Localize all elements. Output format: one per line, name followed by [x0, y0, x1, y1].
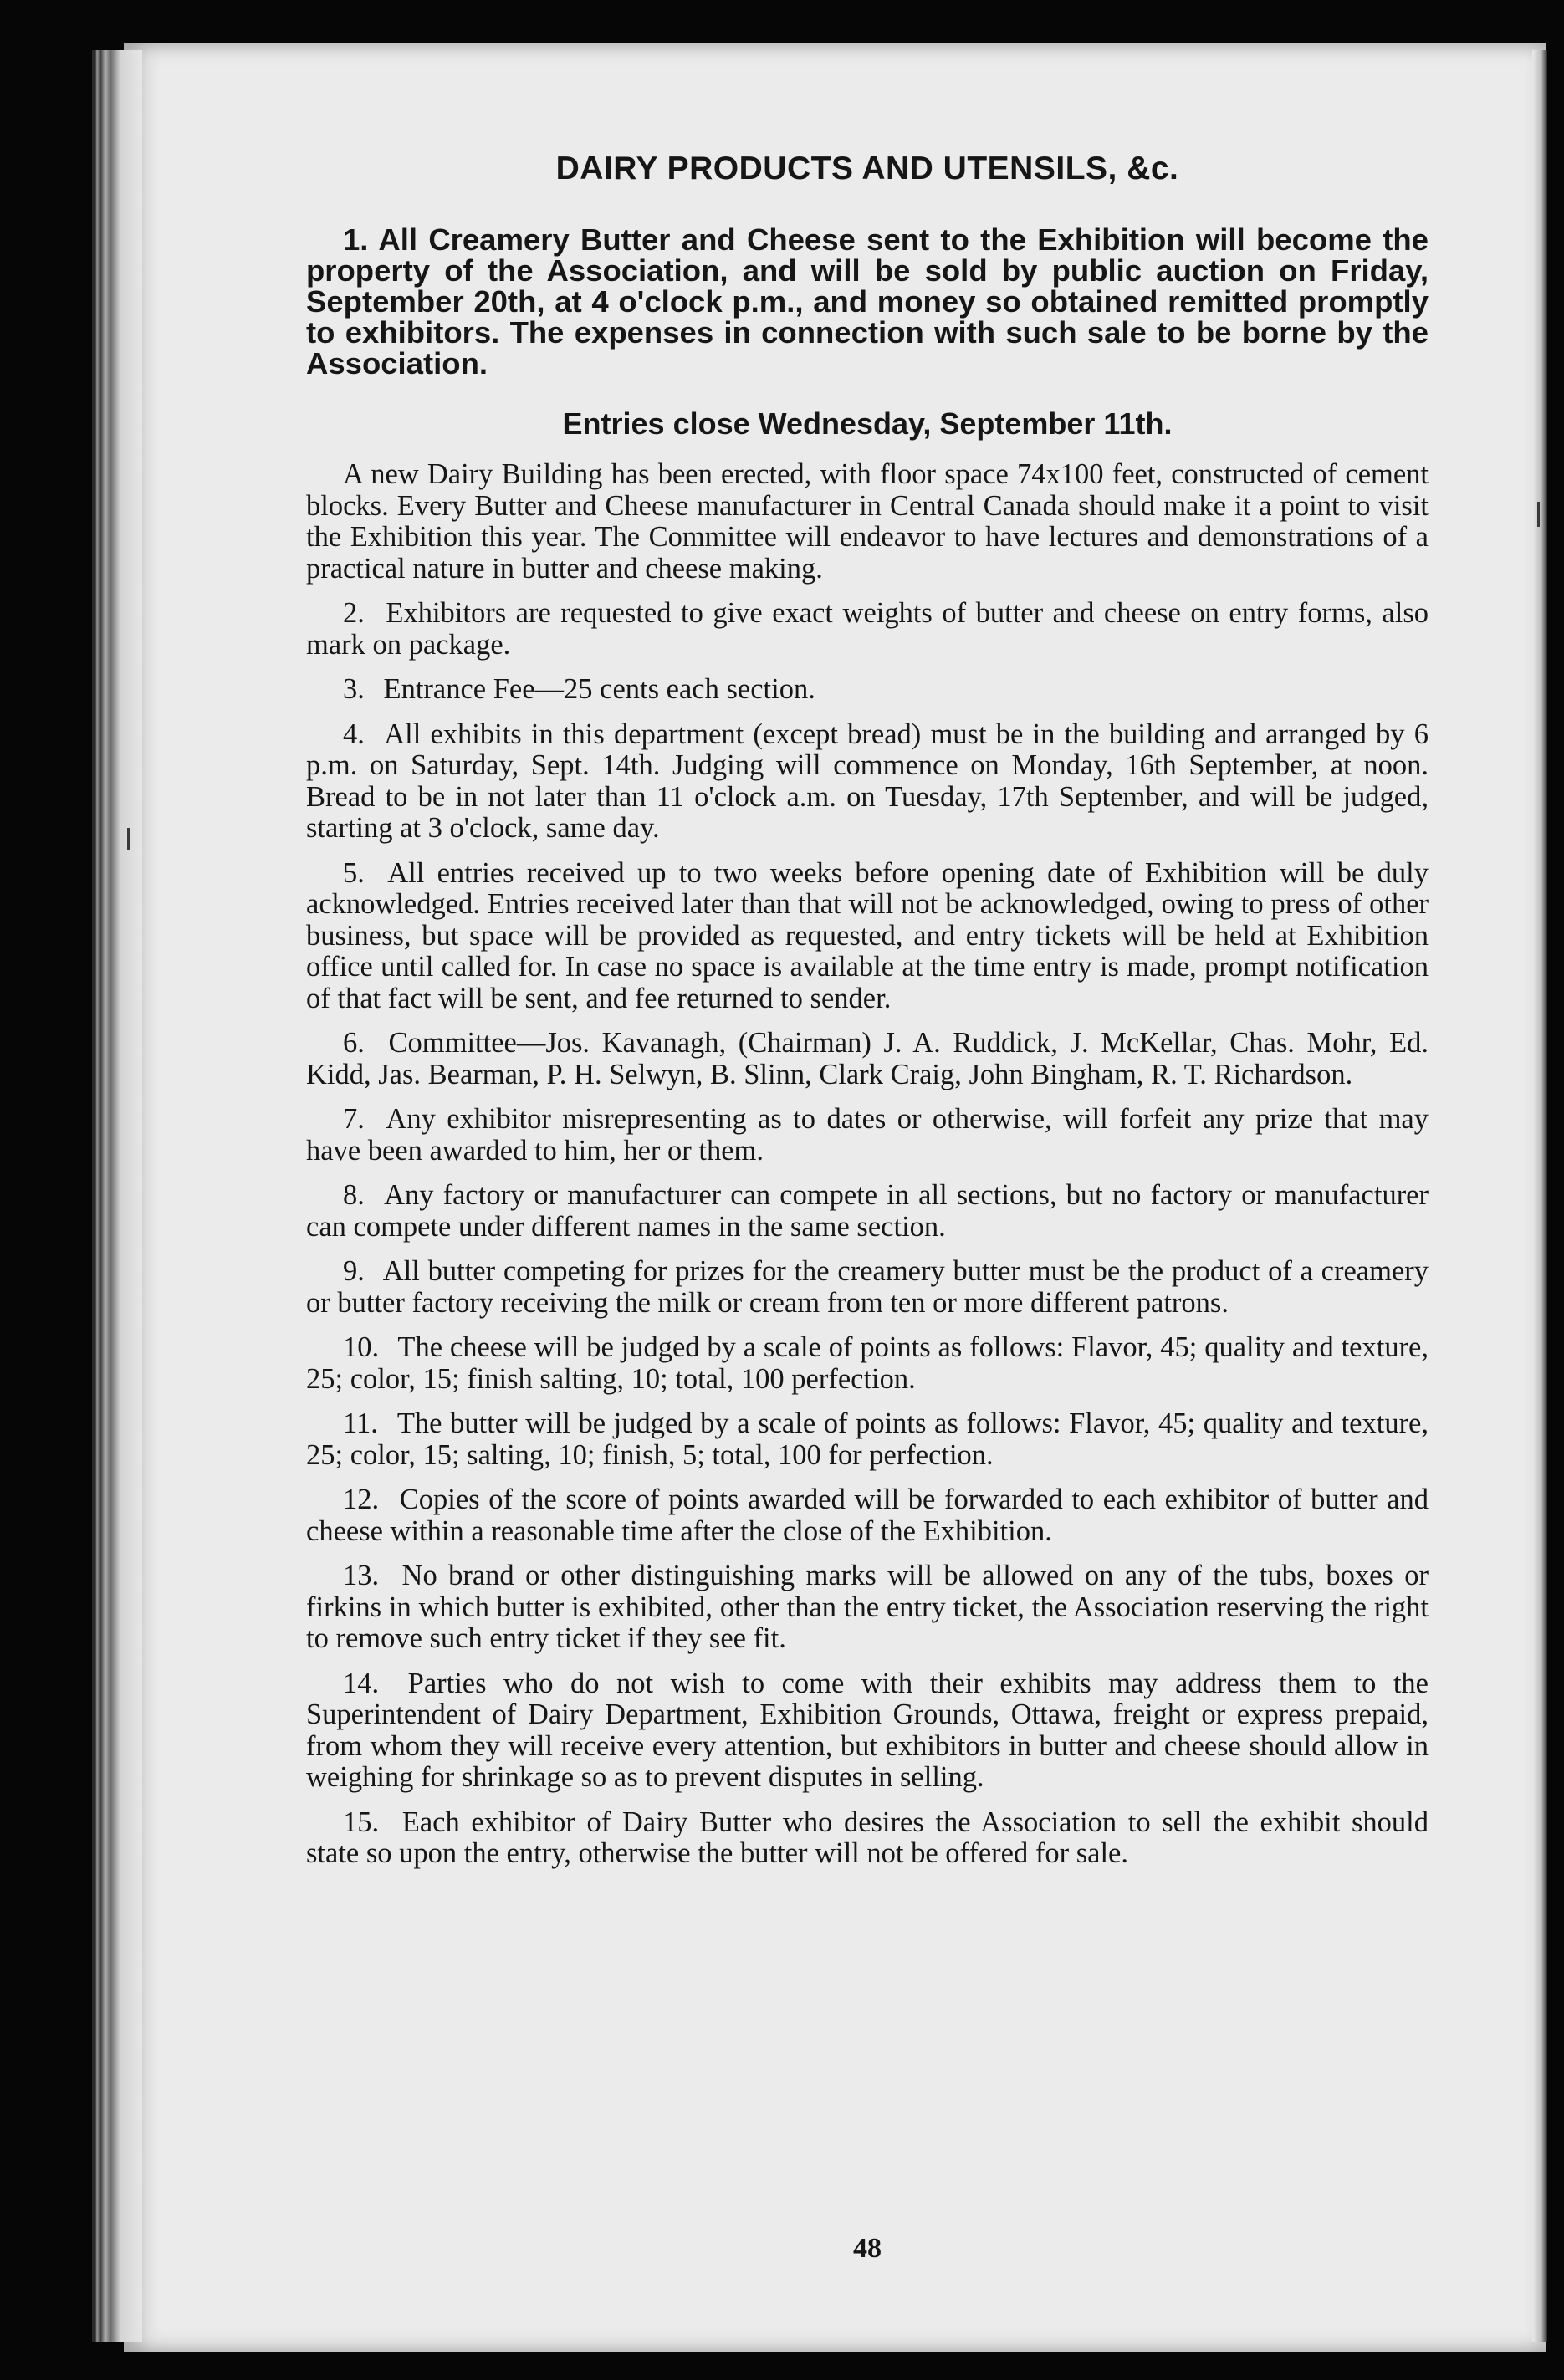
- rule-text: Parties who do not wish to come with their exhibits may address them to the Superintendent of Dairy Department, Exhibition Grounds, Ottawa, freight or express prepaid, from whom they will receive every attention, but exhibitors in butter and cheese should allow in weighing for shrinkage so as to prevent disputes in selling.: [306, 1667, 1429, 1793]
- rule-number: 9.: [343, 1255, 365, 1287]
- rule-2: [306, 598, 1429, 661]
- page-number: 48: [853, 2233, 882, 2264]
- rule-3: [306, 674, 1429, 706]
- rule-text: All Creamery Butter and Cheese sent to the Exhibition will become the property of the Association, and will be sold by public auction on Friday, September 20th, at 4 o'clock p.m., and money so obtained remitted promptly to exhibitors. The expenses in connection with such sale to be borne by the Association.: [306, 222, 1429, 380]
- rule-number: 8.: [343, 1179, 365, 1211]
- rule-12: [306, 1484, 1429, 1547]
- rule-4: [306, 719, 1429, 845]
- rule-number: 10.: [343, 1331, 380, 1363]
- section-heading: DAIRY PRODUCTS AND UTENSILS, &c.: [555, 151, 1179, 186]
- rule-6: [306, 1028, 1429, 1090]
- rule-number: 2.: [343, 597, 365, 629]
- entries-close-notice: Entries close Wednesday, September 11th.: [562, 406, 1173, 441]
- rule-14: [306, 1668, 1429, 1794]
- scan-speck: [127, 828, 130, 850]
- rule-number: 1.: [343, 222, 369, 257]
- scan-speck: [1537, 502, 1540, 527]
- rule-text: Any exhibitor misrepresenting as to dates or otherwise, will forfeit any prize that may have been awarded to him, her or them.: [306, 1103, 1429, 1167]
- rule-number: 7.: [343, 1103, 365, 1135]
- rule-text: No brand or other distinguishing marks will be allowed on any of the tubs, boxes or firkins in which butter is exhibited, other than the entry ticket, the Association reserving the right to remove such entry ticket if they see fit.: [306, 1560, 1429, 1654]
- rule-number: 4.: [343, 718, 365, 750]
- rule-number: 14.: [343, 1667, 380, 1699]
- binding-gutter: [92, 50, 142, 2342]
- rule-text: Copies of the score of points awarded will be forwarded to each exhibitor of butter and cheese within a reasonable time after the close of the Exhibition.: [306, 1484, 1429, 1547]
- rule-number: 5.: [343, 856, 365, 889]
- rule-number: 15.: [343, 1805, 380, 1838]
- rule-number: 6.: [343, 1027, 365, 1059]
- rule-text: All butter competing for prizes for the creamery butter must be the product of a creamery or butter factory receiving the milk or cream from ten or more different patrons.: [306, 1255, 1429, 1319]
- rule-text: The cheese will be judged by a scale of points as follows: Flavor, 45; quality and texture, 25; color, 15; finish salting, 10; total, 100 perfection.: [306, 1331, 1429, 1395]
- rule-number: 13.: [343, 1560, 380, 1591]
- page-right-edge: [1532, 50, 1547, 2342]
- rule-text: Exhibitors are requested to give exact weights of butter and cheese on entry forms, also mark on package.: [306, 597, 1429, 661]
- rule-9: [306, 1256, 1429, 1319]
- rule-1: [306, 224, 1429, 379]
- rule-text: All exhibits in this department (except bread) must be in the building and arranged by 6 p.m. on Saturday, Sept. 14th. Judging will commence on Monday, 16th September, at noon. Bread to be in not later than 11 o'clock a.m. on Tuesday, 17th September, and will be judged, starting at 3 o'clock, same day.: [306, 718, 1429, 844]
- rule-number: 12.: [343, 1484, 380, 1515]
- rule-15: [306, 1807, 1429, 1870]
- page-content: [306, 151, 1429, 1883]
- rule-7: [306, 1104, 1429, 1167]
- rule-text: All entries received up to two weeks before opening date of Exhibition will be duly acknowledged. Entries received later than that will not be acknowledged, owing to press of other business, but space will be provided as requested, and entry tickets will be held at Exhibition office until called for. In case no space is available at the time entry is made, prompt notification of that fact will be sent, and fee returned to sender.: [306, 856, 1429, 1014]
- rule-5: [306, 858, 1429, 1015]
- rule-number: 11.: [343, 1407, 378, 1439]
- rule-number: 3.: [343, 673, 365, 705]
- rule-13: [306, 1560, 1429, 1655]
- rule-11: [306, 1408, 1429, 1471]
- rule-8: [306, 1180, 1429, 1243]
- rule-text: Each exhibitor of Dairy Butter who desires the Association to sell the exhibit should state so upon the entry, otherwise the butter will not be offered for sale.: [306, 1805, 1429, 1869]
- rule-text: Any factory or manufacturer can compete in all sections, but no factory or manufacturer can compete under different names in the same section.: [306, 1179, 1429, 1243]
- rule-text: Committee—Jos. Kavanagh, (Chairman) J. A. Ruddick, J. McKellar, Chas. Mohr, Ed. Kidd, Jas. Bearman, P. H. Selwyn, B. Slinn, Clark Craig, John Bingham, R. T. Richardson.: [306, 1027, 1429, 1090]
- rule-text: The butter will be judged by a scale of points as follows: Flavor, 45; quality and texture, 25; color, 15; salting, 10; finish, 5; total, 100 for perfection.: [306, 1407, 1429, 1471]
- dairy-building-intro: A new Dairy Building has been erected, with floor space 74x100 feet, constructed of cement blocks. Every Butter and Cheese manufacturer in Central Canada should make it a point to visit the Exhibition this year. The Committee will endeavor to have lectures and demonstrations of a practical nature in butter and cheese making.: [306, 458, 1429, 585]
- rule-text: Entrance Fee—25 cents each section.: [383, 673, 815, 705]
- rule-10: [306, 1332, 1429, 1395]
